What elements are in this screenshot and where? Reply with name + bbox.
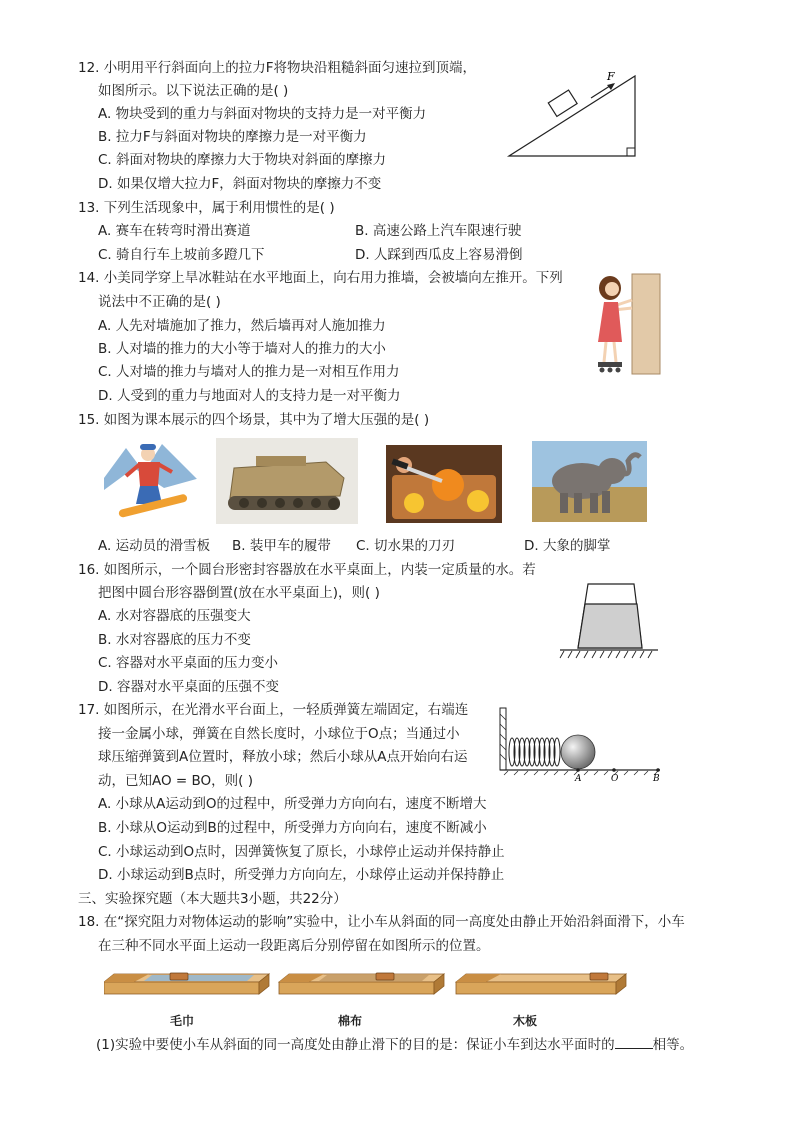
q15-stem: 15. 如图为课本展示的四个场景，其中为了增大压强的是( ) [78,412,430,428]
point-o-label: O [611,774,619,782]
q16-option-b: B. 水对容器底的压力不变 [98,632,251,648]
armored-vehicle-photo [216,438,358,524]
q12-option-b: B. 拉力F与斜面对物块的摩擦力是一对平衡力 [98,129,367,145]
point-a-label: A [575,774,582,782]
q12-option-d: D. 如果仅增大拉力F，斜面对物块的摩擦力不变 [98,176,382,192]
q12-stem-line1: 12. 小明用平行斜面向上的拉力F将物块沿粗糙斜面匀速拉到顶端， [78,60,477,76]
q13-option-c: C. 骑自行车上坡前多蹬几下 [98,247,265,263]
q17-option-a: A. 小球从A运动到O的过程中，所受弹力方向向右，速度不断增大 [98,796,487,812]
q13-option-b: B. 高速公路上汽车限速行驶 [355,223,522,239]
force-f-label: F [607,70,615,83]
q17-stem-line3: 球压缩弹簧到A位置时，释放小球；然后小球从A点开始向右运 [98,749,468,765]
q17-stem-line4: 动，已知AO = BO，则( ) [98,773,253,789]
q16-stem-line1: 16. 如图所示，一个圆台形密封容器放在水平桌面上，内装一定质量的水。若 [78,562,536,578]
q16-stem-line2: 把图中圆台形容器倒置(放在水平桌面上)，则( ) [98,585,380,601]
surface-label-cloth: 棉布 [338,1014,363,1028]
point-b-label: B [653,774,660,782]
q17-option-b: B. 小球从O运动到B的过程中，所受弹力方向向右，速度不断减小 [98,820,487,836]
q18-sub1-suffix: 相等。 [652,1037,694,1053]
q16-option-c: C. 容器对水平桌面的压力变小 [98,655,279,671]
knife-fruit-photo [386,445,502,523]
girl-pushing-wall-figure [590,272,662,376]
friction-surfaces-figure [104,964,634,1014]
q14-option-b: B. 人对墙的推力的大小等于墙对人的推力的大小 [98,341,386,357]
q16-option-d: D. 容器对水平桌面的压强不变 [98,679,279,695]
q14-option-c: C. 人对墙的推力与墙对人的推力是一对相互作用力 [98,364,400,380]
spring-ball-figure [498,704,666,782]
elephant-photo [532,441,647,522]
snowboarder-photo [104,438,200,524]
q12-stem-line2: 如图所示。以下说法正确的是( ) [98,83,289,99]
q14-option-d: D. 人受到的重力与地面对人的支持力是一对平衡力 [98,388,401,404]
q14-stem-line1: 14. 小美同学穿上旱冰鞋站在水平地面上，向右用力推墙，会被墙向左推开。下列 [78,270,563,286]
surface-label-wood: 木板 [513,1014,538,1028]
q17-option-d: D. 小球运动到B点时，所受弹力方向向左，小球停止运动并保持静止 [98,867,505,883]
section-3-heading: 三、实验探究题（本大题共3小题，共22分） [78,891,347,907]
incline-figure [505,68,645,162]
q15-option-a: A. 运动员的滑雪板 [98,538,211,554]
q13-stem: 13. 下列生活现象中，属于利用惯性的是( ) [78,200,335,216]
q16-option-a: A. 水对容器底的压强变大 [98,608,251,624]
q14-stem-line2: 说法中不正确的是( ) [98,294,221,310]
q18-stem-line1: 18. 在“探究阻力对物体运动的影响”实验中，让小车从斜面的同一高度处由静止开始沿斜面滑下，小车 [78,914,685,930]
q15-option-c: C. 切水果的刀刃 [356,538,456,554]
answer-blank[interactable] [615,1034,653,1049]
frustum-container-figure [558,580,660,662]
q15-option-b: B. 装甲车的履带 [232,538,331,554]
q14-option-a: A. 人先对墙施加了推力，然后墙再对人施加推力 [98,318,386,334]
q13-option-d: D. 人踩到西瓜皮上容易滑倒 [355,247,523,263]
q17-stem-line1: 17. 如图所示，在光滑水平台面上，一轻质弹簧左端固定，右端连 [78,702,469,718]
surface-label-towel: 毛巾 [170,1014,195,1028]
q18-stem-line2: 在三种不同水平面上运动一段距离后分别停留在如图所示的位置。 [98,938,490,954]
q17-stem-line2: 接一金属小球，弹簧在自然长度时，小球位于O点；当通过小 [98,726,460,742]
q15-option-d: D. 大象的脚掌 [524,538,611,554]
q12-option-a: A. 物块受到的重力与斜面对物块的支持力是一对平衡力 [98,106,427,122]
q12-option-c: C. 斜面对物块的摩擦力大于物块对斜面的摩擦力 [98,152,387,168]
q18-sub1-prefix: (1)实验中要使小车从斜面的同一高度处由静止滑下的目的是：保证小车到达水平面时的 [96,1037,615,1053]
q18-subquestion-1 [96,1034,693,1055]
q13-option-a: A. 赛车在转弯时滑出赛道 [98,223,251,239]
q17-option-c: C. 小球运动到O点时，因弹簧恢复了原长，小球停止运动并保持静止 [98,844,505,860]
